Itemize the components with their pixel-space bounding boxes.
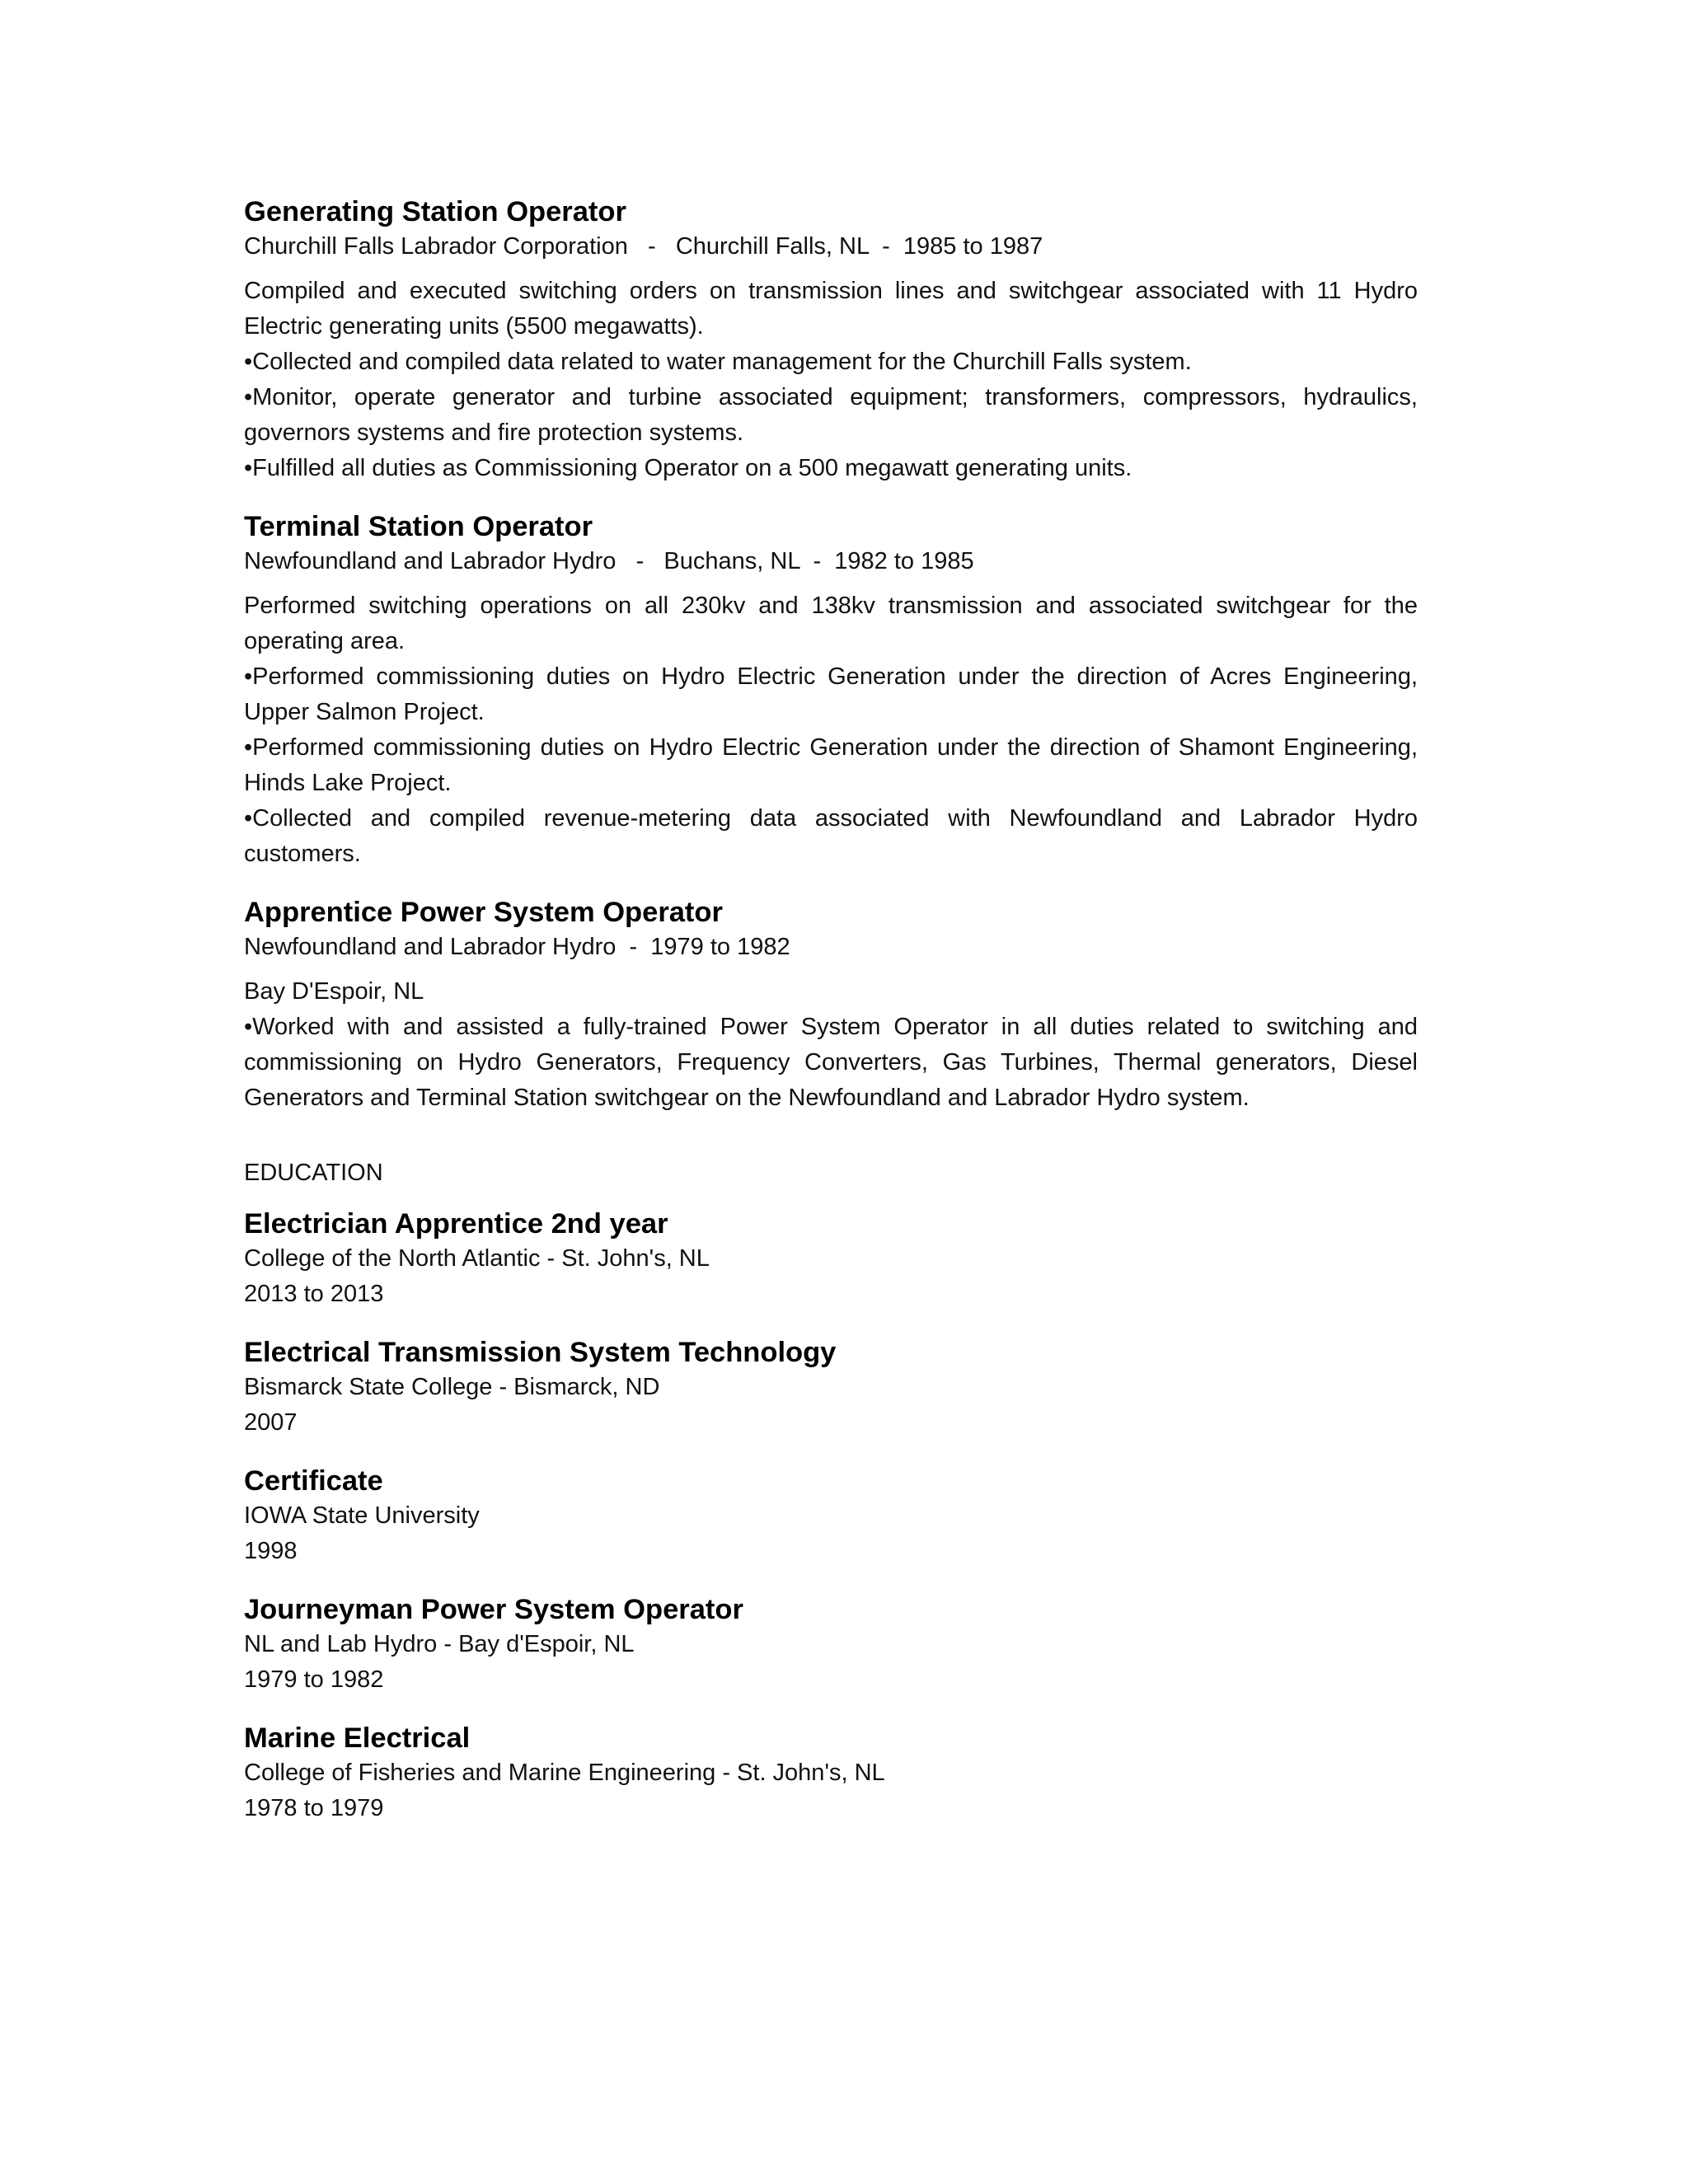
job-description-line: •Worked with and assisted a fully-trained Power System Operator in all duties related to switching and commissioning on Hydro Generators, Frequency Converters, Gas Turbines, Thermal generators, Diesel Generators and Terminal Station switchgear on the Newfoundland and Labrador Hydro system. xyxy=(244,1014,1418,1111)
education-dates: 1978 to 1979 xyxy=(244,1795,384,1821)
job-title: Generating Station Operator xyxy=(244,196,626,227)
job-description-line: •Monitor, operate generator and turbine associated equipment; transformers, compressors, hydraulics, governors systems and fire protection systems. xyxy=(244,384,1418,446)
job-description-line: Performed switching operations on all 230kv and 138kv transmission and associated switchgear for the operating area. xyxy=(244,593,1418,654)
education-institution: IOWA State University xyxy=(244,1502,480,1529)
education-section-heading: EDUCATION xyxy=(244,1160,383,1186)
education-title: Journeyman Power System Operator xyxy=(244,1594,743,1625)
job-description xyxy=(244,974,1418,1116)
job-location-line: Bay D'Espoir, NL xyxy=(244,978,424,1005)
education-dates: 2013 to 2013 xyxy=(244,1281,384,1307)
education-entry xyxy=(244,1464,1418,1569)
education-institution: Bismarck State College - Bismarck, ND xyxy=(244,1374,660,1400)
education-title: Marine Electrical xyxy=(244,1722,471,1754)
job-description-line: •Fulfilled all duties as Commissioning Operator on a 500 megawatt generating units. xyxy=(244,455,1132,481)
education-entry xyxy=(244,1207,1418,1312)
experience-entry xyxy=(244,509,1418,872)
experience-entry xyxy=(244,194,1418,486)
education-institution: NL and Lab Hydro - Bay d'Espoir, NL xyxy=(244,1631,635,1657)
education-dates: 1979 to 1982 xyxy=(244,1666,384,1693)
education-dates: 1998 xyxy=(244,1538,298,1564)
education-title: Certificate xyxy=(244,1465,383,1497)
job-employer-meta: Newfoundland and Labrador Hydro - 1979 to 1982 xyxy=(244,934,790,960)
education-entry xyxy=(244,1592,1418,1698)
job-title: Apprentice Power System Operator xyxy=(244,897,723,928)
resume-page xyxy=(244,194,1418,1849)
education-institution: College of Fisheries and Marine Engineering - St. John's, NL xyxy=(244,1760,885,1786)
experience-entry xyxy=(244,895,1418,1116)
job-employer-meta: Newfoundland and Labrador Hydro - Buchans, NL - 1982 to 1985 xyxy=(244,548,974,574)
education-title: Electrical Transmission System Technology xyxy=(244,1337,837,1368)
education-institution: College of the North Atlantic - St. John's, NL xyxy=(244,1245,710,1272)
job-description xyxy=(244,588,1418,872)
job-employer-meta: Churchill Falls Labrador Corporation - Churchill Falls, NL - 1985 to 1987 xyxy=(244,233,1043,260)
job-description-line: •Collected and compiled data related to water management for the Churchill Falls system. xyxy=(244,349,1192,375)
job-title: Terminal Station Operator xyxy=(244,511,593,542)
education-title: Electrician Apprentice 2nd year xyxy=(244,1208,668,1240)
education-entry xyxy=(244,1335,1418,1441)
job-description-line: •Performed commissioning duties on Hydro Electric Generation under the direction of Acres Engineering, Upper Salmon Project. xyxy=(244,663,1418,725)
education-dates: 2007 xyxy=(244,1409,298,1436)
job-description-line: •Performed commissioning duties on Hydro Electric Generation under the direction of Shamont Engineering, Hinds Lake Project. xyxy=(244,734,1418,796)
job-description-line: Compiled and executed switching orders on transmission lines and switchgear associated with 11 Hydro Electric generating units (5500 megawatts). xyxy=(244,278,1418,340)
education-entry xyxy=(244,1721,1418,1826)
job-description-line: •Collected and compiled revenue-metering data associated with Newfoundland and Labrador Hydro customers. xyxy=(244,805,1418,867)
job-description xyxy=(244,274,1418,486)
